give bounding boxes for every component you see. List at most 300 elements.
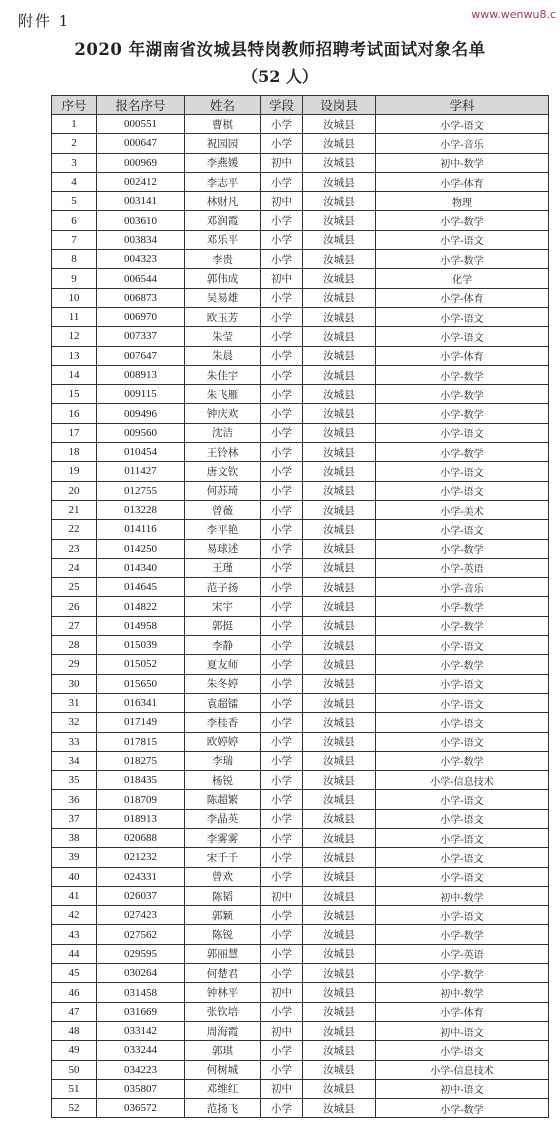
cell-name: 曾欢: [185, 867, 261, 886]
table-row: [52, 693, 549, 712]
cell-county: 汝城县: [303, 1041, 376, 1060]
table-row: [52, 925, 549, 944]
cell-stage: 初中: [261, 886, 303, 905]
cell-registration-no: 002412: [97, 172, 185, 191]
header-county: 设岗县: [303, 96, 376, 115]
table-row: [52, 1060, 549, 1079]
cell-registration-no: 030264: [97, 964, 185, 983]
cell-name: 王瑾: [185, 558, 261, 577]
cell-registration-no: 004323: [97, 250, 185, 269]
cell-serial: 37: [52, 809, 97, 828]
cell-county: 汝城县: [303, 558, 376, 577]
cell-serial: 5: [52, 192, 97, 211]
cell-name: 林财凡: [185, 192, 261, 211]
cell-name: 范扬飞: [185, 1099, 261, 1118]
table-row: [52, 500, 549, 519]
cell-county: 汝城县: [303, 481, 376, 500]
header-name: 姓名: [185, 96, 261, 115]
cell-county: 汝城县: [303, 886, 376, 905]
cell-stage: 小学: [261, 404, 303, 423]
cell-subject: 小学-语文: [376, 1041, 549, 1060]
cell-name: 朱佳宇: [185, 365, 261, 384]
cell-serial: 11: [52, 307, 97, 326]
cell-subject: 小学-数学: [376, 539, 549, 558]
cell-county: 汝城县: [303, 906, 376, 925]
cell-county: 汝城县: [303, 616, 376, 635]
cell-subject: 小学-音乐: [376, 578, 549, 597]
cell-name: 曹棋: [185, 115, 261, 134]
cell-subject: 初中-语文: [376, 1021, 549, 1040]
cell-name: 李燕媛: [185, 153, 261, 172]
cell-serial: 38: [52, 828, 97, 847]
cell-registration-no: 018435: [97, 771, 185, 790]
cell-subject: 小学-数学: [376, 211, 549, 230]
cell-subject: 小学-语文: [376, 713, 549, 732]
table-row: [52, 307, 549, 326]
table-row: [52, 115, 549, 134]
attachment-label: 附件 1: [18, 12, 71, 30]
cell-serial: 15: [52, 385, 97, 404]
cell-name: 王铃林: [185, 443, 261, 462]
table-row: [52, 269, 549, 288]
cell-registration-no: 012755: [97, 481, 185, 500]
cell-subject: 小学-语文: [376, 790, 549, 809]
cell-county: 汝城县: [303, 848, 376, 867]
cell-registration-no: 018913: [97, 809, 185, 828]
cell-stage: 小学: [261, 288, 303, 307]
table-row: [52, 886, 549, 905]
cell-name: 张钦培: [185, 1002, 261, 1021]
cell-county: 汝城县: [303, 539, 376, 558]
table-row: [52, 443, 549, 462]
cell-stage: 小学: [261, 674, 303, 693]
cell-registration-no: 011427: [97, 462, 185, 481]
cell-subject: 小学-语文: [376, 481, 549, 500]
cell-registration-no: 018709: [97, 790, 185, 809]
cell-name: 何楚君: [185, 964, 261, 983]
cell-subject: 小学-语文: [376, 674, 549, 693]
cell-stage: 小学: [261, 809, 303, 828]
cell-name: 李瑞: [185, 751, 261, 770]
cell-serial: 7: [52, 230, 97, 249]
cell-subject: 小学-语文: [376, 809, 549, 828]
cell-registration-no: 034223: [97, 1060, 185, 1079]
cell-registration-no: 000647: [97, 134, 185, 153]
table-row: [52, 964, 549, 983]
cell-stage: 小学: [261, 964, 303, 983]
cell-registration-no: 003834: [97, 230, 185, 249]
table-row: [52, 828, 549, 847]
header-serial: 序号: [52, 96, 97, 115]
cell-serial: 39: [52, 848, 97, 867]
cell-name: 李桂香: [185, 713, 261, 732]
cell-subject: 小学-数学: [376, 443, 549, 462]
cell-registration-no: 015650: [97, 674, 185, 693]
cell-serial: 1: [52, 115, 97, 134]
cell-name: 朱冬婷: [185, 674, 261, 693]
cell-subject: 小学-语文: [376, 828, 549, 847]
cell-name: 何树城: [185, 1060, 261, 1079]
header-subject: 学科: [376, 96, 549, 115]
cell-county: 汝城县: [303, 674, 376, 693]
cell-subject: 小学-语文: [376, 307, 549, 326]
cell-registration-no: 024331: [97, 867, 185, 886]
table-row: [52, 134, 549, 153]
cell-county: 汝城县: [303, 153, 376, 172]
cell-registration-no: 003610: [97, 211, 185, 230]
cell-serial: 13: [52, 346, 97, 365]
cell-stage: 小学: [261, 115, 303, 134]
cell-serial: 23: [52, 539, 97, 558]
cell-stage: 小学: [261, 230, 303, 249]
cell-subject: 小学-音乐: [376, 134, 549, 153]
cell-stage: 小学: [261, 385, 303, 404]
cell-stage: 小学: [261, 423, 303, 442]
cell-county: 汝城县: [303, 307, 376, 326]
table-row: [52, 1002, 549, 1021]
cell-registration-no: 007337: [97, 327, 185, 346]
cell-name: 邓维红: [185, 1079, 261, 1098]
cell-subject: 小学-语文: [376, 867, 549, 886]
cell-registration-no: 006970: [97, 307, 185, 326]
cell-registration-no: 014645: [97, 578, 185, 597]
cell-stage: 小学: [261, 790, 303, 809]
cell-stage: 初中: [261, 1079, 303, 1098]
cell-registration-no: 009496: [97, 404, 185, 423]
cell-name: 欧婷婷: [185, 732, 261, 751]
cell-county: 汝城县: [303, 327, 376, 346]
cell-subject: 小学-数学: [376, 964, 549, 983]
cell-registration-no: 014958: [97, 616, 185, 635]
cell-stage: 小学: [261, 500, 303, 519]
table-row: [52, 192, 549, 211]
cell-county: 汝城县: [303, 790, 376, 809]
cell-name: 欧玉芳: [185, 307, 261, 326]
cell-subject: 小学-语文: [376, 327, 549, 346]
cell-subject: 小学-语文: [376, 423, 549, 442]
cell-stage: 小学: [261, 346, 303, 365]
header-registration-no: 报名序号: [97, 96, 185, 115]
cell-registration-no: 009115: [97, 385, 185, 404]
cell-name: 周海霞: [185, 1021, 261, 1040]
cell-name: 杨锐: [185, 771, 261, 790]
cell-serial: 52: [52, 1099, 97, 1118]
table-row: [52, 771, 549, 790]
cell-stage: 小学: [261, 134, 303, 153]
cell-subject: 小学-体育: [376, 288, 549, 307]
cell-registration-no: 014340: [97, 558, 185, 577]
cell-county: 汝城县: [303, 1099, 376, 1118]
cell-stage: 初中: [261, 983, 303, 1002]
cell-serial: 9: [52, 269, 97, 288]
cell-subject: 小学-美术: [376, 500, 549, 519]
cell-serial: 6: [52, 211, 97, 230]
cell-county: 汝城县: [303, 269, 376, 288]
cell-stage: 小学: [261, 693, 303, 712]
cell-registration-no: 029595: [97, 944, 185, 963]
cell-county: 汝城县: [303, 172, 376, 191]
cell-county: 汝城县: [303, 443, 376, 462]
cell-serial: 34: [52, 751, 97, 770]
cell-county: 汝城县: [303, 288, 376, 307]
cell-serial: 30: [52, 674, 97, 693]
cell-registration-no: 013228: [97, 500, 185, 519]
cell-stage: 小学: [261, 462, 303, 481]
table-row: [52, 172, 549, 191]
cell-name: 夏友师: [185, 655, 261, 674]
cell-subject: 初中-数学: [376, 983, 549, 1002]
cell-registration-no: 020688: [97, 828, 185, 847]
cell-county: 汝城县: [303, 365, 376, 384]
cell-subject: 初中-数学: [376, 153, 549, 172]
cell-registration-no: 033142: [97, 1021, 185, 1040]
table-row: [52, 790, 549, 809]
cell-registration-no: 014822: [97, 597, 185, 616]
cell-subject: 物理: [376, 192, 549, 211]
cell-serial: 35: [52, 771, 97, 790]
cell-county: 汝城县: [303, 983, 376, 1002]
cell-stage: 小学: [261, 848, 303, 867]
cell-name: 李静: [185, 636, 261, 655]
cell-county: 汝城县: [303, 423, 376, 442]
cell-county: 汝城县: [303, 500, 376, 519]
cell-stage: 初中: [261, 269, 303, 288]
cell-serial: 47: [52, 1002, 97, 1021]
cell-county: 汝城县: [303, 828, 376, 847]
cell-county: 汝城县: [303, 693, 376, 712]
cell-stage: 小学: [261, 906, 303, 925]
table-row: [52, 211, 549, 230]
cell-serial: 14: [52, 365, 97, 384]
table-row: [52, 713, 549, 732]
cell-subject: 小学-语文: [376, 848, 549, 867]
cell-county: 汝城县: [303, 1079, 376, 1098]
cell-name: 郭颖: [185, 906, 261, 925]
table-row: [52, 481, 549, 500]
cell-serial: 3: [52, 153, 97, 172]
cell-registration-no: 014116: [97, 520, 185, 539]
cell-name: 郭挺: [185, 616, 261, 635]
cell-stage: 初中: [261, 1021, 303, 1040]
table-row: [52, 385, 549, 404]
table-row: [52, 462, 549, 481]
cell-county: 汝城县: [303, 385, 376, 404]
cell-serial: 29: [52, 655, 97, 674]
cell-county: 汝城县: [303, 211, 376, 230]
cell-subject: 小学-体育: [376, 1002, 549, 1021]
cell-serial: 20: [52, 481, 97, 500]
cell-serial: 50: [52, 1060, 97, 1079]
cell-stage: 小学: [261, 1099, 303, 1118]
cell-stage: 初中: [261, 153, 303, 172]
cell-subject: 小学-语文: [376, 115, 549, 134]
cell-registration-no: 003141: [97, 192, 185, 211]
cell-county: 汝城县: [303, 867, 376, 886]
headcount-label: （52 人）: [242, 67, 318, 86]
cell-serial: 19: [52, 462, 97, 481]
cell-county: 汝城县: [303, 578, 376, 597]
cell-serial: 16: [52, 404, 97, 423]
cell-subject: 小学-数学: [376, 250, 549, 269]
cell-county: 汝城县: [303, 713, 376, 732]
table-row: [52, 674, 549, 693]
cell-name: 何苏琦: [185, 481, 261, 500]
table-row: [52, 404, 549, 423]
cell-registration-no: 033244: [97, 1041, 185, 1060]
table-row: [52, 288, 549, 307]
cell-name: 朱晨: [185, 346, 261, 365]
page-title: 2020 年湖南省汝城县特岗教师招聘考试面试对象名单: [74, 40, 486, 59]
cell-stage: 小学: [261, 925, 303, 944]
cell-registration-no: 035807: [97, 1079, 185, 1098]
table-row: [52, 578, 549, 597]
table-row: [52, 848, 549, 867]
table-row: [52, 655, 549, 674]
cell-serial: 51: [52, 1079, 97, 1098]
cell-stage: 小学: [261, 1041, 303, 1060]
cell-subject: 化学: [376, 269, 549, 288]
cell-serial: 24: [52, 558, 97, 577]
cell-subject: 小学-体育: [376, 346, 549, 365]
cell-subject: 小学-数学: [376, 385, 549, 404]
cell-stage: 小学: [261, 578, 303, 597]
watermark: www.wenwu8.c: [471, 8, 556, 21]
cell-county: 汝城县: [303, 115, 376, 134]
cell-subject: 小学-语文: [376, 636, 549, 655]
cell-name: 李雾雾: [185, 828, 261, 847]
cell-name: 邓润霞: [185, 211, 261, 230]
table-row: [52, 153, 549, 172]
cell-name: 李平艳: [185, 520, 261, 539]
cell-registration-no: 027423: [97, 906, 185, 925]
table-row: [52, 1079, 549, 1098]
cell-subject: 小学-语文: [376, 462, 549, 481]
cell-serial: 46: [52, 983, 97, 1002]
cell-name: 钟林平: [185, 983, 261, 1002]
table-row: [52, 558, 549, 577]
cell-county: 汝城县: [303, 732, 376, 751]
cell-subject: 小学-语文: [376, 906, 549, 925]
cell-registration-no: 010454: [97, 443, 185, 462]
cell-subject: 小学-数学: [376, 597, 549, 616]
cell-name: 陈超繁: [185, 790, 261, 809]
table-row: [52, 809, 549, 828]
cell-name: 陈韬: [185, 886, 261, 905]
cell-stage: 小学: [261, 944, 303, 963]
cell-subject: 小学-体育: [376, 172, 549, 191]
cell-registration-no: 017815: [97, 732, 185, 751]
cell-stage: 小学: [261, 307, 303, 326]
table-row: [52, 250, 549, 269]
cell-registration-no: 006544: [97, 269, 185, 288]
table-row: [52, 423, 549, 442]
cell-stage: 小学: [261, 443, 303, 462]
cell-serial: 8: [52, 250, 97, 269]
cell-name: 钟庆欢: [185, 404, 261, 423]
cell-registration-no: 018275: [97, 751, 185, 770]
table-row: [52, 944, 549, 963]
cell-stage: 小学: [261, 250, 303, 269]
cell-registration-no: 009560: [97, 423, 185, 442]
cell-serial: 45: [52, 964, 97, 983]
cell-subject: 小学-数学: [376, 365, 549, 384]
cell-subject: 小学-数学: [376, 404, 549, 423]
cell-serial: 27: [52, 616, 97, 635]
cell-subject: 小学-数学: [376, 655, 549, 674]
cell-county: 汝城县: [303, 751, 376, 770]
cell-subject: 小学-数学: [376, 751, 549, 770]
cell-name: 李贵: [185, 250, 261, 269]
cell-stage: 小学: [261, 1060, 303, 1079]
cell-stage: 小学: [261, 539, 303, 558]
cell-stage: 初中: [261, 192, 303, 211]
cell-name: 郭琪: [185, 1041, 261, 1060]
cell-stage: 小学: [261, 867, 303, 886]
cell-county: 汝城县: [303, 404, 376, 423]
cell-name: 易球述: [185, 539, 261, 558]
cell-stage: 小学: [261, 1002, 303, 1021]
cell-subject: 小学-语文: [376, 693, 549, 712]
cell-stage: 小学: [261, 732, 303, 751]
cell-registration-no: 007647: [97, 346, 185, 365]
cell-serial: 31: [52, 693, 97, 712]
cell-county: 汝城县: [303, 655, 376, 674]
cell-serial: 21: [52, 500, 97, 519]
cell-serial: 43: [52, 925, 97, 944]
cell-registration-no: 000969: [97, 153, 185, 172]
cell-serial: 32: [52, 713, 97, 732]
cell-serial: 26: [52, 597, 97, 616]
cell-county: 汝城县: [303, 771, 376, 790]
cell-stage: 小学: [261, 597, 303, 616]
cell-name: 宋千千: [185, 848, 261, 867]
cell-serial: 22: [52, 520, 97, 539]
cell-county: 汝城县: [303, 636, 376, 655]
cell-serial: 40: [52, 867, 97, 886]
cell-registration-no: 027562: [97, 925, 185, 944]
table-row: [52, 751, 549, 770]
cell-subject: 小学-语文: [376, 230, 549, 249]
cell-registration-no: 006873: [97, 288, 185, 307]
cell-name: 祝园园: [185, 134, 261, 153]
cell-serial: 44: [52, 944, 97, 963]
table-row: [52, 597, 549, 616]
cell-name: 沈洁: [185, 423, 261, 442]
table-row: [52, 616, 549, 635]
cell-serial: 49: [52, 1041, 97, 1060]
cell-subject: 小学-语文: [376, 732, 549, 751]
table-row: [52, 1021, 549, 1040]
cell-stage: 小学: [261, 211, 303, 230]
table-row: [52, 867, 549, 886]
cell-county: 汝城县: [303, 925, 376, 944]
cell-county: 汝城县: [303, 134, 376, 153]
cell-stage: 小学: [261, 481, 303, 500]
cell-county: 汝城县: [303, 809, 376, 828]
cell-serial: 17: [52, 423, 97, 442]
header-stage: 学段: [261, 96, 303, 115]
cell-stage: 小学: [261, 636, 303, 655]
cell-stage: 小学: [261, 828, 303, 847]
cell-registration-no: 015039: [97, 636, 185, 655]
cell-serial: 25: [52, 578, 97, 597]
cell-name: 唐文钦: [185, 462, 261, 481]
cell-stage: 小学: [261, 616, 303, 635]
cell-name: 宋宇: [185, 597, 261, 616]
table-row: [52, 346, 549, 365]
cell-registration-no: 031458: [97, 983, 185, 1002]
cell-stage: 小学: [261, 172, 303, 191]
